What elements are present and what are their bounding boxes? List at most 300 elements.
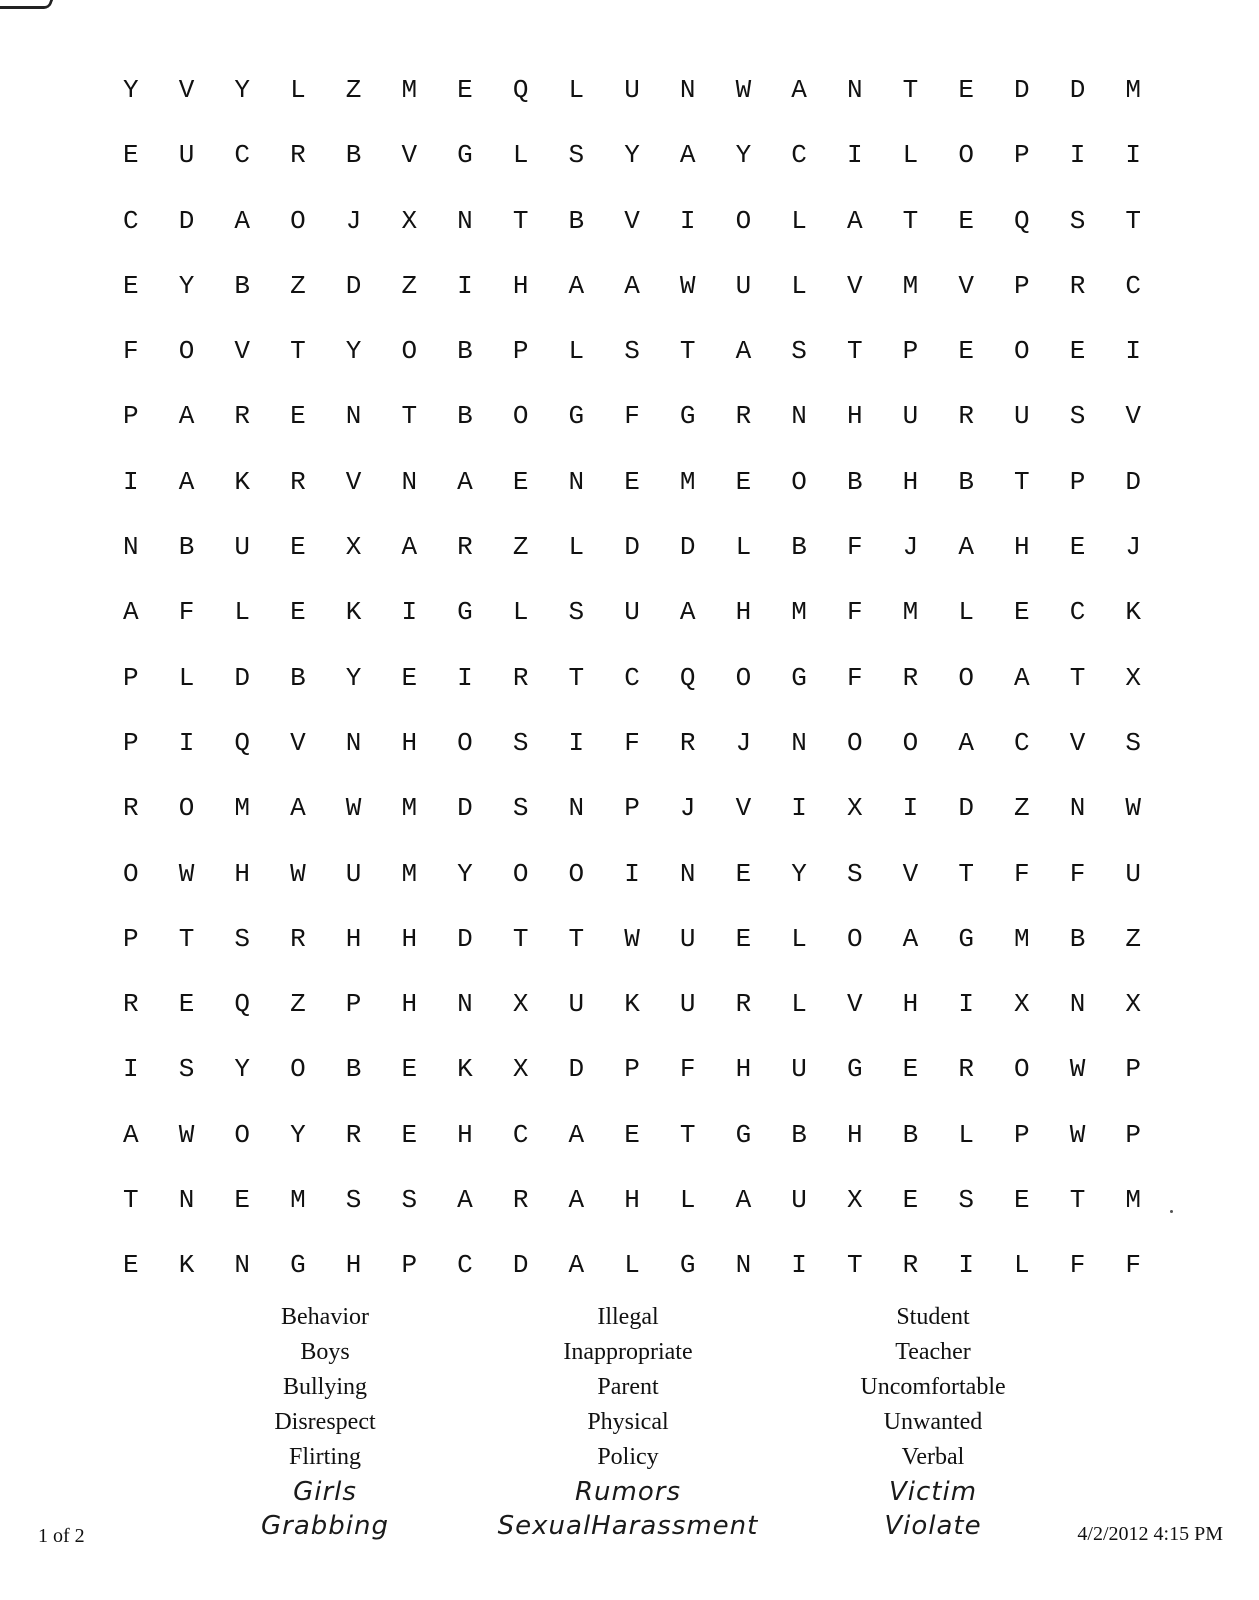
grid-letter: O: [178, 793, 195, 824]
grid-letter: E: [902, 1185, 919, 1216]
grid-letter: D: [457, 923, 473, 954]
grid-letter: Z: [290, 270, 306, 301]
grid-letter: O: [1014, 1054, 1030, 1085]
grid-letter: E: [624, 1119, 640, 1150]
grid-letter: A: [1014, 662, 1030, 693]
grid-letter: D: [624, 532, 640, 563]
grid-letter: E: [1069, 532, 1086, 563]
grid-letter: P: [1014, 1119, 1030, 1150]
grid-letter: A: [902, 923, 919, 954]
word-list-item: Student: [896, 1304, 970, 1330]
grid-letter: A: [568, 1119, 585, 1150]
grid-letter: C: [512, 1119, 529, 1150]
grid-letter: I: [1125, 140, 1142, 171]
grid-letter: I: [568, 727, 585, 758]
grid-letter: T: [290, 336, 306, 367]
grid-letter: G: [568, 401, 585, 432]
grid-letter: P: [624, 1054, 640, 1085]
grid-letter: J: [1125, 532, 1142, 563]
grid-letter: W: [1125, 793, 1142, 824]
grid-letter: U: [679, 989, 696, 1020]
grid-letter: A: [958, 727, 974, 758]
grid-letter: S: [791, 336, 807, 367]
grid-letter: N: [345, 727, 362, 758]
grid-letter: E: [401, 1119, 418, 1150]
grid-letter: P: [902, 336, 919, 367]
grid-letter: O: [512, 401, 529, 432]
grid-letter: A: [679, 597, 696, 628]
grid-letter: E: [624, 466, 640, 497]
grid-letter: A: [457, 466, 473, 497]
grid-letter: I: [401, 597, 418, 628]
grid-letter: F: [123, 336, 139, 367]
grid-letter: C: [457, 1250, 473, 1281]
grid-letter: U: [902, 401, 919, 432]
grid-letter: T: [568, 923, 585, 954]
grid-letter: I: [457, 662, 473, 693]
grid-letter: G: [791, 662, 807, 693]
grid-letter: X: [512, 989, 529, 1020]
grid-letter: D: [1125, 466, 1142, 497]
grid-letter: B: [846, 466, 863, 497]
grid-letter: E: [123, 140, 139, 171]
grid-letter: I: [1069, 140, 1086, 171]
grid-letter: U: [1125, 858, 1142, 889]
grid-letter: Z: [1125, 923, 1142, 954]
grid-letter: N: [791, 727, 807, 758]
grid-letter: V: [1125, 401, 1142, 432]
grid-letter: H: [401, 727, 418, 758]
grid-letter: V: [846, 270, 863, 301]
grid-letter: E: [1069, 336, 1086, 367]
grid-letter: S: [345, 1185, 362, 1216]
word-list-item: Inappropriate: [563, 1339, 693, 1365]
grid-letter: I: [123, 466, 139, 497]
grid-letter: N: [401, 466, 418, 497]
grid-letter: Y: [178, 270, 195, 301]
grid-letter: O: [958, 662, 974, 693]
grid-letter: K: [234, 466, 251, 497]
grid-letter: E: [735, 858, 752, 889]
grid-letter: X: [512, 1054, 529, 1085]
grid-letter: L: [791, 989, 807, 1020]
grid-letter: S: [568, 140, 585, 171]
grid-letter: H: [401, 989, 418, 1020]
grid-letter: H: [846, 401, 863, 432]
grid-letter: H: [902, 989, 919, 1020]
grid-letter: X: [401, 205, 418, 236]
grid-letter: B: [457, 401, 473, 432]
grid-letter: V: [958, 270, 974, 301]
grid-letter: A: [290, 793, 306, 824]
grid-letter: T: [1069, 662, 1086, 693]
grid-letter: H: [735, 1054, 752, 1085]
grid-letter: Z: [290, 989, 306, 1020]
grid-letter: A: [568, 1250, 585, 1281]
grid-letter: U: [791, 1054, 807, 1085]
grid-letter: W: [624, 923, 640, 954]
grid-letter: H: [234, 858, 251, 889]
grid-letter: T: [679, 1119, 696, 1150]
grid-letter: A: [457, 1185, 473, 1216]
grid-letter: N: [1069, 989, 1086, 1020]
grid-letter: R: [958, 401, 974, 432]
grid-letter: I: [958, 1250, 974, 1281]
grid-letter: U: [624, 75, 640, 105]
grid-letter: N: [679, 75, 696, 105]
grid-letter: E: [178, 989, 195, 1020]
grid-letter: Z: [512, 532, 529, 563]
grid-letter: Q: [234, 989, 251, 1020]
grid-letter: E: [958, 75, 974, 105]
grid-letter: O: [512, 858, 529, 889]
grid-letter: B: [791, 532, 807, 563]
grid-letter: D: [568, 1054, 585, 1085]
grid-letter: O: [290, 1054, 306, 1085]
grid-letter: W: [178, 858, 195, 889]
grid-letter: V: [624, 205, 640, 236]
grid-letter: E: [401, 662, 418, 693]
grid-letter: L: [568, 336, 585, 367]
grid-letter: Y: [234, 75, 251, 105]
grid-letter: S: [624, 336, 640, 367]
grid-letter: V: [234, 336, 251, 367]
grid-letter: G: [735, 1119, 752, 1150]
grid-letter: J: [345, 205, 362, 236]
grid-letter: L: [902, 140, 919, 171]
grid-letter: E: [290, 401, 306, 432]
grid-letter: E: [401, 1054, 418, 1085]
grid-letter: G: [679, 1250, 696, 1281]
grid-letter: L: [735, 532, 752, 563]
grid-letter: T: [123, 1185, 139, 1216]
grid-letter: O: [234, 1119, 251, 1150]
grid-letter: I: [679, 205, 696, 236]
grid-letter: A: [234, 205, 251, 236]
grid-letter: E: [1014, 597, 1030, 628]
grid-letter: U: [345, 858, 362, 889]
grid-letter: U: [735, 270, 752, 301]
grid-letter: H: [345, 1250, 362, 1281]
grid-letter: M: [1014, 923, 1030, 954]
grid-letter: P: [123, 401, 139, 432]
grid-letter: C: [123, 205, 139, 236]
handwritten-word: Victim: [888, 1477, 978, 1507]
grid-letter: K: [178, 1250, 195, 1281]
grid-letter: M: [401, 75, 418, 105]
grid-letter: B: [568, 205, 585, 236]
grid-letter: T: [568, 662, 585, 693]
grid-letter: L: [679, 1185, 696, 1216]
grid-letter: S: [178, 1054, 195, 1085]
grid-letter: M: [401, 793, 418, 824]
letter-grid: [103, 58, 1161, 1299]
print-timestamp: 4/2/2012 4:15 PM: [1077, 1523, 1223, 1545]
grid-letter: F: [624, 401, 640, 432]
grid-letter: G: [290, 1250, 306, 1281]
grid-letter: E: [457, 75, 473, 105]
grid-letter: W: [178, 1119, 195, 1150]
grid-letter: U: [679, 923, 696, 954]
grid-letter: E: [290, 597, 306, 628]
word-list-item: Boys: [300, 1339, 350, 1365]
grid-letter: L: [958, 1119, 974, 1150]
grid-letter: V: [401, 140, 418, 171]
grid-letter: U: [1014, 401, 1030, 432]
grid-letter: N: [846, 75, 863, 105]
grid-letter: F: [846, 662, 863, 693]
grid-letter: O: [178, 336, 195, 367]
grid-letter: D: [1069, 75, 1086, 105]
grid-letter: E: [512, 466, 529, 497]
grid-letter: F: [846, 532, 863, 563]
grid-letter: E: [123, 1250, 139, 1281]
grid-letter: G: [457, 140, 473, 171]
grid-letter: Y: [290, 1119, 306, 1150]
grid-letter: O: [123, 858, 139, 889]
grid-letter: Q: [679, 662, 696, 693]
grid-letter: U: [624, 597, 640, 628]
grid-letter: A: [624, 270, 640, 301]
grid-letter: F: [1125, 1250, 1142, 1281]
grid-letter: I: [624, 858, 640, 889]
word-list-column-3: [783, 1300, 1083, 1543]
grid-letter: H: [902, 466, 919, 497]
grid-letter: E: [123, 270, 139, 301]
grid-letter: R: [902, 1250, 919, 1281]
grid-letter: S: [1125, 727, 1142, 758]
grid-letter: S: [401, 1185, 418, 1216]
grid-letter: O: [902, 727, 919, 758]
grid-letter: R: [735, 401, 752, 432]
grid-letter: L: [568, 75, 585, 105]
grid-letter: P: [1069, 466, 1086, 497]
grid-letter: U: [178, 140, 195, 171]
grid-letter: C: [1125, 270, 1142, 301]
grid-letter: R: [735, 989, 752, 1020]
grid-letter: A: [735, 336, 752, 367]
grid-letter: M: [234, 793, 251, 824]
handwritten-word: Grabbing: [261, 1511, 389, 1541]
grid-letter: B: [290, 662, 306, 693]
grid-letter: N: [234, 1250, 251, 1281]
grid-letter: I: [902, 793, 919, 824]
grid-letter: H: [457, 1119, 473, 1150]
grid-letter: J: [735, 727, 752, 758]
grid-letter: M: [679, 466, 696, 497]
grid-letter: Y: [234, 1054, 251, 1085]
grid-letter: Y: [457, 858, 473, 889]
grid-letter: G: [958, 923, 974, 954]
grid-letter: E: [735, 923, 752, 954]
grid-letter: O: [568, 858, 585, 889]
grid-letter: N: [457, 205, 473, 236]
word-list-item: Disrespect: [274, 1409, 376, 1435]
grid-letter: O: [846, 727, 863, 758]
grid-letter: N: [735, 1250, 752, 1281]
grid-letter: P: [624, 793, 640, 824]
handwritten-word: Violate: [884, 1511, 982, 1541]
grid-letter: F: [1014, 858, 1030, 889]
grid-letter: R: [1069, 270, 1086, 301]
grid-letter: R: [512, 662, 529, 693]
grid-letter: R: [123, 793, 139, 824]
grid-letter: Z: [345, 75, 362, 105]
grid-letter: S: [512, 727, 529, 758]
grid-letter: C: [234, 140, 251, 171]
grid-letter: R: [679, 727, 696, 758]
grid-letter: F: [1069, 858, 1086, 889]
grid-letter: R: [512, 1185, 529, 1216]
grid-letter: E: [902, 1054, 919, 1085]
grid-letter: N: [178, 1185, 195, 1216]
grid-letter: B: [345, 140, 362, 171]
grid-letter: O: [290, 205, 306, 236]
grid-letter: L: [624, 1250, 640, 1281]
grid-letter: A: [846, 205, 863, 236]
grid-letter: T: [1069, 1185, 1086, 1216]
corner-pen-mark: [0, 0, 56, 9]
word-list-item: Illegal: [597, 1304, 659, 1330]
grid-letter: Y: [624, 140, 640, 171]
grid-letter: L: [791, 205, 807, 236]
grid-letter: R: [345, 1119, 362, 1150]
grid-letter: H: [401, 923, 418, 954]
grid-letter: Y: [345, 336, 362, 367]
grid-letter: B: [791, 1119, 807, 1150]
grid-letter: I: [791, 1250, 807, 1281]
grid-letter: E: [958, 205, 974, 236]
grid-letter: Q: [234, 727, 251, 758]
grid-letter: E: [290, 532, 306, 563]
grid-letter: V: [290, 727, 306, 758]
word-list-item: Unwanted: [883, 1409, 983, 1435]
grid-letter: R: [234, 401, 251, 432]
grid-letter: O: [958, 140, 974, 171]
grid-letter: M: [290, 1185, 306, 1216]
grid-letter: T: [902, 205, 919, 236]
grid-letter: Y: [345, 662, 362, 693]
grid-letter: S: [568, 597, 585, 628]
word-list-item: Verbal: [901, 1444, 965, 1470]
grid-letter: O: [401, 336, 418, 367]
handwritten-word: Girls: [293, 1477, 357, 1507]
grid-letter: T: [1125, 205, 1142, 236]
grid-letter: S: [234, 923, 251, 954]
grid-letter: I: [457, 270, 473, 301]
grid-letter: P: [1014, 270, 1030, 301]
grid-letter: S: [512, 793, 529, 824]
grid-letter: R: [958, 1054, 974, 1085]
grid-letter: S: [958, 1185, 974, 1216]
grid-letter: A: [679, 140, 696, 171]
grid-letter: I: [791, 793, 807, 824]
grid-letter: X: [846, 793, 863, 824]
grid-letter: K: [1125, 597, 1142, 628]
grid-letter: L: [512, 597, 529, 628]
grid-letter: N: [568, 793, 585, 824]
grid-letter: P: [123, 662, 139, 693]
grid-letter: N: [791, 401, 807, 432]
grid-letter: D: [457, 793, 473, 824]
grid-letter: J: [902, 532, 919, 563]
grid-letter: B: [1069, 923, 1086, 954]
grid-letter: A: [568, 1185, 585, 1216]
grid-letter: F: [1069, 1250, 1086, 1281]
grid-letter: N: [568, 466, 585, 497]
grid-letter: D: [234, 662, 251, 693]
grid-letter: L: [791, 270, 807, 301]
grid-letter: X: [1125, 662, 1142, 693]
grid-letter: E: [234, 1185, 251, 1216]
grid-letter: X: [846, 1185, 863, 1216]
word-list-item: Uncomfortable: [860, 1374, 1006, 1400]
grid-letter: T: [1014, 466, 1030, 497]
grid-letter: M: [1125, 75, 1142, 105]
grid-letter: T: [958, 858, 974, 889]
grid-letter: R: [457, 532, 473, 563]
grid-letter: D: [178, 205, 195, 236]
grid-letter: I: [123, 1054, 139, 1085]
grid-letter: M: [902, 270, 919, 301]
grid-letter: W: [345, 793, 362, 824]
grid-letter: K: [345, 597, 362, 628]
grid-letter: H: [735, 597, 752, 628]
grid-letter: H: [512, 270, 529, 301]
grid-letter: S: [1069, 205, 1086, 236]
grid-letter: J: [679, 793, 696, 824]
grid-letter: M: [401, 858, 418, 889]
grid-letter: Y: [735, 140, 752, 171]
grid-letter: A: [735, 1185, 752, 1216]
grid-letter: I: [1125, 336, 1142, 367]
grid-letter: C: [1014, 727, 1030, 758]
handwritten-word: SexualHarassment: [497, 1511, 759, 1541]
grid-letter: V: [846, 989, 863, 1020]
grid-letter: A: [178, 466, 195, 497]
grid-letter: P: [512, 336, 529, 367]
grid-letter: A: [791, 75, 807, 105]
scan-speck: [1170, 1210, 1173, 1213]
grid-letter: C: [791, 140, 807, 171]
word-list-item: Bullying: [282, 1374, 367, 1400]
grid-letter: H: [624, 1185, 640, 1216]
grid-letter: F: [624, 727, 640, 758]
grid-letter: A: [568, 270, 585, 301]
grid-letter: X: [1125, 989, 1142, 1020]
word-list-column-1: [175, 1300, 475, 1543]
grid-letter: P: [1125, 1119, 1142, 1150]
grid-letter: T: [512, 205, 529, 236]
grid-letter: T: [512, 923, 529, 954]
grid-letter: T: [846, 1250, 863, 1281]
grid-letter: B: [345, 1054, 362, 1085]
grid-letter: X: [345, 532, 362, 563]
grid-letter: L: [512, 140, 529, 171]
grid-letter: A: [123, 1119, 139, 1150]
grid-letter: W: [1069, 1054, 1086, 1085]
grid-letter: O: [1014, 336, 1030, 367]
grid-letter: P: [123, 727, 139, 758]
grid-letter: R: [902, 662, 919, 693]
grid-letter: Z: [1014, 793, 1030, 824]
word-list-item: Parent: [597, 1374, 659, 1400]
grid-letter: P: [401, 1250, 418, 1281]
grid-letter: G: [846, 1054, 863, 1085]
grid-letter: C: [624, 662, 640, 693]
grid-letter: X: [1014, 989, 1030, 1020]
grid-letter: O: [735, 662, 752, 693]
